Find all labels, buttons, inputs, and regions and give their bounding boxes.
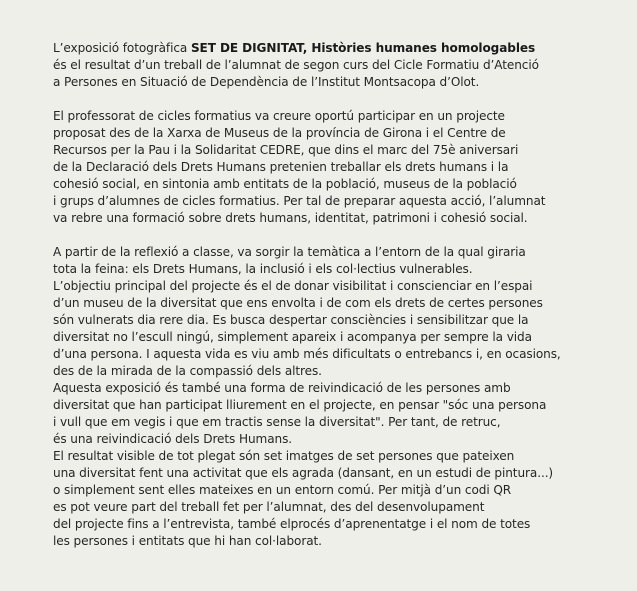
text-run: L’exposició fotogràfica: [53, 41, 191, 55]
text-run: i grups d’alumnes de cicles formatius. Per tal de preparar aquesta acció, l’alumnat: [53, 194, 546, 208]
text-run: i vull que em vegis i que em tractis sense la diversitat". Per tant, de retruc,: [53, 415, 501, 429]
text-run: Aquesta exposició és també una forma de reivindicació de les persones amb: [53, 381, 511, 395]
text-run: del projecte fins a l’entrevista, també elprocés d’aprenentatge i el nom de totes: [53, 517, 531, 531]
text-run: va rebre una formació sobre drets humans, identitat, patrimoni i cohesió social.: [53, 211, 528, 225]
text-run: cohesió social, en sintonia amb entitats de la població, museus de la població: [53, 177, 517, 191]
text-line: [53, 159, 633, 176]
text-line: [53, 210, 633, 227]
text-run: Recursos per la Pau i la Solidaritat CEDRE, que dins el marc del 75è aniversari: [53, 143, 519, 157]
text-line: [53, 261, 633, 278]
paragraph-2: [53, 108, 633, 227]
text-line: [53, 516, 633, 533]
text-line: [53, 431, 633, 448]
text-line: [53, 329, 633, 346]
text-line: [53, 312, 633, 329]
text-line: [53, 499, 633, 516]
text-line: [53, 295, 633, 312]
text-run: es pot veure part del treball fet per l’alumnat, des del desenvolupament: [53, 500, 485, 514]
text-line: [53, 465, 633, 482]
text-line: [53, 533, 633, 550]
paragraph-3: [53, 244, 633, 550]
text-line: [53, 397, 633, 414]
text-run: El professorat de cicles formatius va creure oportú participar en un projecte: [53, 109, 505, 123]
text-line: [53, 40, 633, 57]
text-line: [53, 244, 633, 261]
text-run: A partir de la reflexió a classe, va sorgir la temàtica a l’entorn de la qual giraria: [53, 245, 526, 259]
text-line: [53, 125, 633, 142]
text-run: a Persones en Situació de Dependència de l’Institut Montsacopa d’Olot.: [53, 75, 480, 89]
text-run: des de la mirada de la compassió dels altres.: [53, 364, 322, 378]
text-run: és una reivindicació dels Drets Humans.: [53, 432, 293, 446]
text-run: proposat des de la Xarxa de Museus de la província de Girona i el Centre de: [53, 126, 506, 140]
text-line: [53, 74, 633, 91]
text-run: diversitat no l’escull ningú, simplement apareix i acompanya per sempre la vida: [53, 330, 532, 344]
text-run: d’una persona. I aquesta vida es viu amb més dificultats o entrebancs i, en ocasions,: [53, 347, 561, 361]
text-run: una diversitat fent una activitat que els agrada (dansant, en un estudi de pintura...): [53, 466, 554, 480]
text-line: [53, 380, 633, 397]
text-line: [53, 363, 633, 380]
text-run: o simplement sent elles mateixes en un entorn comú. Per mitjà d’un codi QR: [53, 483, 512, 497]
text-run: diversitat que han participat lliurement en el projecte, en pensar "sóc una persona: [53, 398, 547, 412]
paragraph-1: [53, 40, 633, 91]
text-line: [53, 448, 633, 465]
text-line: [53, 176, 633, 193]
text-run: de la Declaració dels Drets Humans pretenien treballar els drets humans i la: [53, 160, 509, 174]
text-line: [53, 108, 633, 125]
text-run: tota la feina: els Drets Humans, la inclusió i els col·lectius vulnerables.: [53, 262, 473, 276]
text-line: [53, 278, 633, 295]
text-run: El resultat visible de tot plegat són set imatges de set persones que pateixen: [53, 449, 515, 463]
exhibition-text-panel: [53, 40, 633, 567]
text-run: L’objectiu principal del projecte és el de donar visibilitat i conscienciar en l’espai: [53, 279, 533, 293]
text-line: [53, 482, 633, 499]
text-run: és el resultat d’un treball de l’alumnat de segon curs del Cicle Formatiu d’Atenció: [53, 58, 539, 72]
text-line: [53, 57, 633, 74]
text-line: [53, 193, 633, 210]
text-run: d’un museu de la diversitat que ens envolta i de com els drets de certes persones: [53, 296, 543, 310]
text-line: [53, 414, 633, 431]
text-run: són vulnerats dia rere dia. Es busca despertar consciències i sensibilitzar que la: [53, 313, 529, 327]
text-run: les persones i entitats que hi han col·laborat.: [53, 534, 322, 548]
exhibition-title: SET DE DIGNITAT, Històries humanes homologables: [190, 41, 536, 55]
text-line: [53, 346, 633, 363]
text-line: [53, 142, 633, 159]
